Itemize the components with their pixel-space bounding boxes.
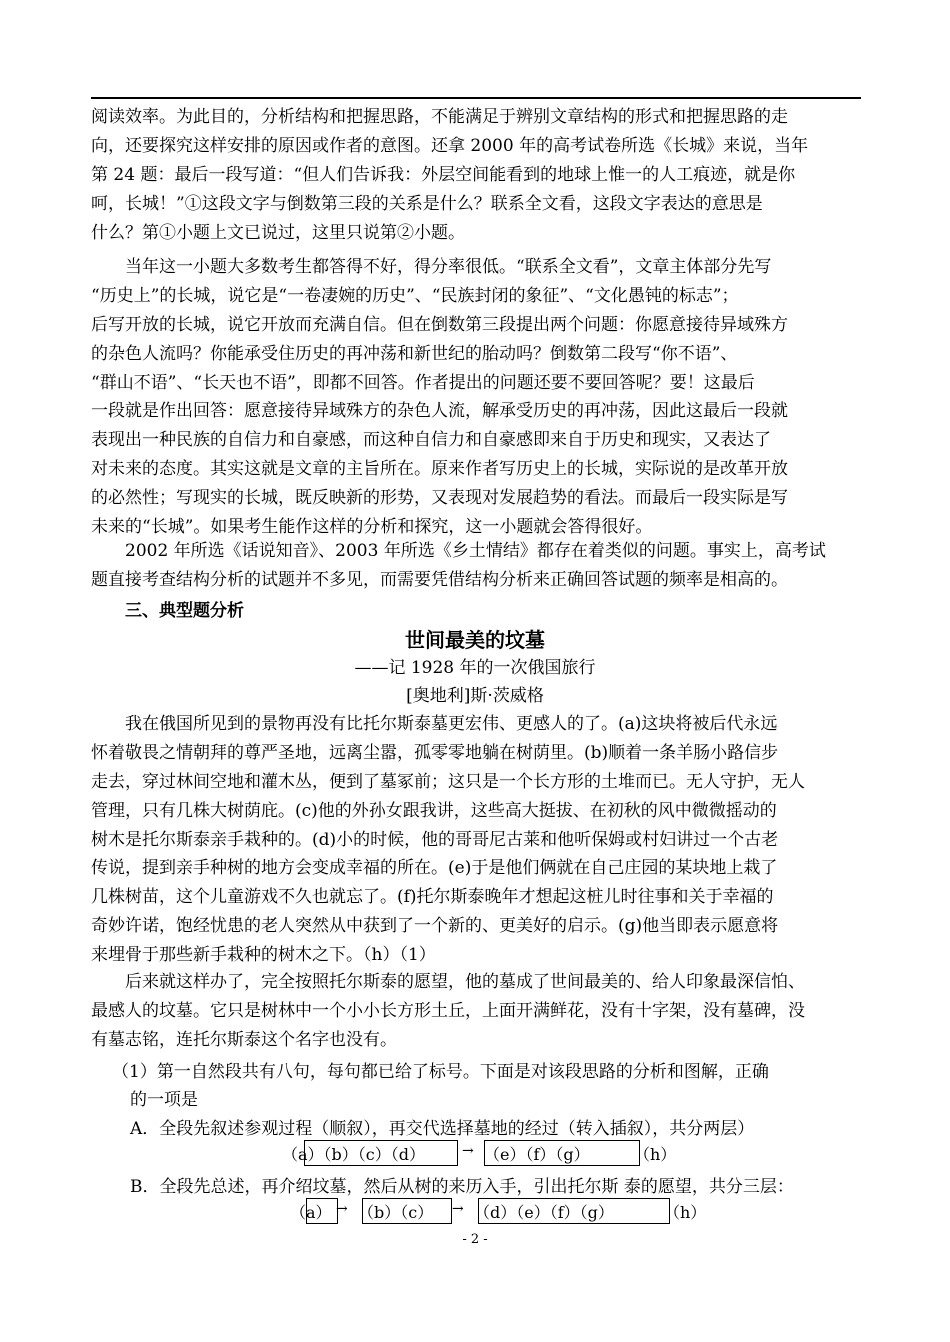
- arrow-icon: →: [452, 1201, 464, 1217]
- option-a-diagram: [280, 1140, 680, 1166]
- text-line: 当年这一小题大多数考生都答得不好，得分率很低。“联系全文看”，文章主体部分先写: [125, 257, 772, 277]
- text-line: 最感人的坟墓。它只是树林中一个小小长方形土丘，上面开满鲜花，没有十字架，没有墓碑，没: [91, 1000, 805, 1021]
- arrow-icon: →: [462, 1143, 474, 1159]
- option-b-group-2: （b）（c）: [358, 1203, 434, 1222]
- option-b-diagram: [290, 1198, 710, 1224]
- article-subtitle: ——记 1928 年的一次俄国旅行: [354, 658, 596, 678]
- option-b-group-1: （a）: [290, 1203, 332, 1222]
- text-line: 呵，长城！”①这段文字与倒数第三段的关系是什么？联系全文看，这段文字表达的意思是: [91, 193, 763, 214]
- text-line: 传说，提到亲手种树的地方会变成幸福的所在。(e)于是他们俩就在自己庄园的某块地上栽了: [91, 858, 778, 879]
- question-stem: （1）第一自然段共有八句，每句都已给了标号。下面是对该段思路的分析和图解，正确: [112, 1062, 769, 1082]
- text-line: “群山不语”、“长天也不语”，即都不回答。作者提出的问题还要不要回答呢？要！这最后: [91, 372, 755, 393]
- text-line: 后来就这样办了，完全按照托尔斯泰的愿望，他的墓成了世间最美的、给人印象最深信怕、: [125, 972, 805, 992]
- article-paragraph-2: [91, 968, 861, 1055]
- text-line: 管理，只有几株大树荫庇。(c)他的外孙女跟我讲，这些高大挺拔、在初秋的风中微微摇动的: [91, 800, 777, 821]
- text-line: 走去，穿过林间空地和灌木丛，便到了墓冢前；这只是一个长方形的土堆而已。无人守护，无人: [91, 771, 805, 792]
- text-line: 来埋骨于那些新手栽种的树木之下。（h）（1）: [91, 945, 436, 966]
- text-line: 对未来的态度。其实这就是文章的主旨所在。原来作者写历史上的长城，实际说的是改革开放: [91, 459, 788, 480]
- text-line: “历史上”的长城，说它是“一卷凄婉的历史”、“民族封闭的象征”、“文化愚钝的标志”；: [91, 285, 739, 306]
- option-a-group-2: （e）（f）（g）: [484, 1145, 590, 1164]
- text-line: 第 24 题：最后一段写道：“但人们告诉我：外层空间能看到的地球上惟一的人工痕迹，就是你: [91, 164, 796, 185]
- question-stem-cont: 的一项是: [130, 1090, 198, 1110]
- header-rule: [91, 97, 861, 99]
- text-line: 有墓志铭，连托尔斯泰这个名字也没有。: [91, 1029, 397, 1050]
- text-line: 奇妙许诺，饱经忧患的老人突然从中获到了一个新的、更美好的启示。(g)他当即表示愿意将: [91, 916, 779, 937]
- text-line: 怀着敬畏之情朝拜的尊严圣地，远离尘嚣，孤零零地躺在树荫里。(b)顺着一条羊肠小路信步: [91, 742, 779, 763]
- page-number: - 2 -: [462, 1232, 488, 1247]
- option-b-tail: （h）: [664, 1203, 707, 1222]
- text-line: 树木是托尔斯泰亲手栽种的。(d)小的时候，他的哥哥尼古莱和他听保姆或村妇讲过一个古老: [91, 829, 779, 850]
- text-line: 阅读效率。为此目的，分析结构和把握思路，不能满足于辨别文章结构的形式和把握思路的走: [91, 107, 788, 127]
- text-line: 什么？第①小题上文已说过，这里只说第②小题。: [91, 222, 465, 243]
- article-paragraph-1: [91, 710, 861, 970]
- option-a-group-1: （a）（b）（c）（d）: [282, 1145, 425, 1164]
- text-line: 我在俄国所见到的景物再没有比托尔斯泰墓更宏伟、更感人的了。(a)这块将被后代永远: [125, 714, 778, 734]
- text-line: 后写开放的长城，说它开放而充满自信。但在倒数第三段提出两个问题：你愿意接待异域殊方: [91, 314, 788, 335]
- arrow-icon: →: [336, 1201, 348, 1217]
- text-line: 向，还要探究这样安排的原因或作者的意图。还拿 2000 年的高考试卷所选《长城》来说，当年: [91, 135, 809, 156]
- text-line: 的必然性；写现实的长城，既反映新的形势，又表现对发展趋势的看法。而最后一段实际是写: [91, 488, 788, 509]
- section-heading: 三、典型题分析: [125, 601, 244, 621]
- text-line: 的杂色人流吗？你能承受住历史的再冲荡和新世纪的胎动吗？倒数第二段写“你不语”、: [91, 343, 738, 364]
- article-author: [奥地利]斯·茨威格: [406, 686, 544, 706]
- text-line: 题直接考查结构分析的试题并不多见，而需要凭借结构分析来正确回答试题的频率是相高的。: [91, 569, 788, 590]
- option-b-group-3: （d）（e）（f）（g）: [474, 1203, 614, 1222]
- text-line: 几株树苗，这个儿童游戏不久也就忘了。(f)托尔斯泰晚年才想起这桩儿时往事和关于幸福的: [91, 887, 774, 908]
- option-a[interactable]: A．全段先叙述参观过程（顺叙），再交代选择墓地的经过（转入插叙），共分两层）: [130, 1119, 755, 1139]
- text-line: 表现出一种民族的自信力和自豪感，而这种自信力和自豪感即来自于历史和现实，又表达了: [91, 430, 771, 451]
- text-line: 未来的“长城”。如果考生能作这样的分析和探究，这一小题就会答得很好。: [91, 517, 653, 538]
- option-b[interactable]: B．全段先总述，再介绍坟墓，然后从树的来历入手，引出托尔斯 泰的愿望，共分三层：: [130, 1177, 794, 1197]
- paragraph-3: [91, 537, 861, 595]
- paragraph-2: [91, 253, 861, 542]
- option-a-tail: （h）: [634, 1145, 677, 1164]
- paragraph-1: [91, 103, 861, 247]
- text-line: 2002 年所选《话说知音》、2003 年所选《乡土情结》都存在着类似的问题。事实上，高考试: [125, 541, 826, 561]
- text-line: 一段就是作出回答：愿意接待异域殊方的杂色人流，解承受历史的再冲荡，因此这最后一段就: [91, 401, 788, 422]
- article-title: 世间最美的坟墓: [405, 628, 545, 652]
